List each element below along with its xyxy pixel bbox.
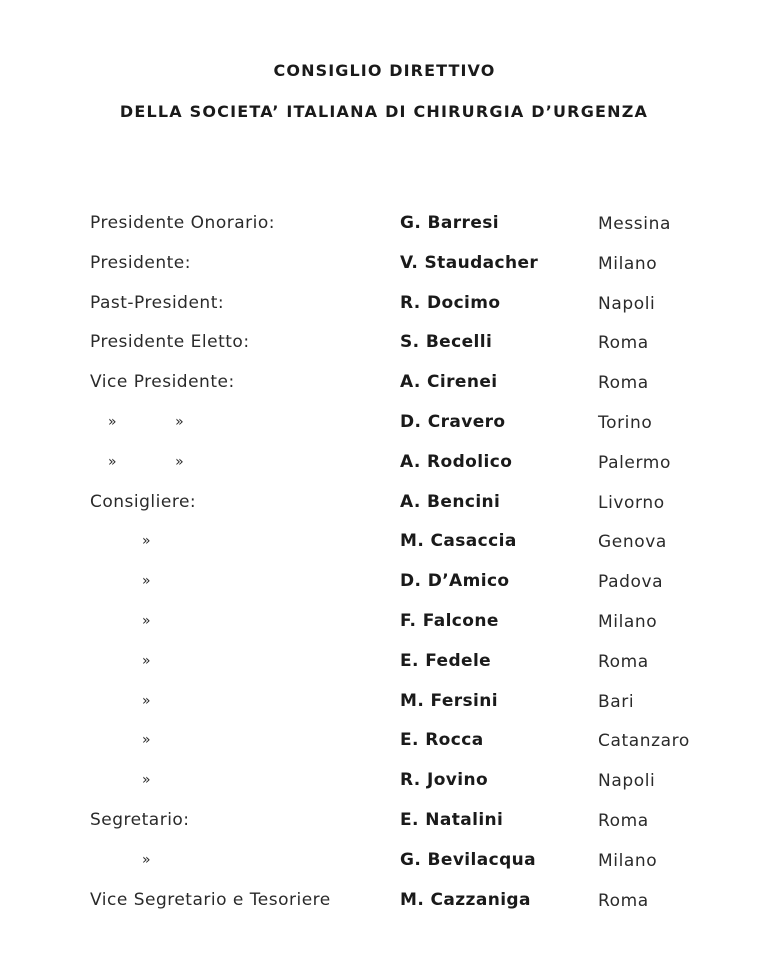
- member-city: Torino: [598, 412, 653, 433]
- member-city: Roma: [598, 333, 649, 354]
- member-role: Presidente Eletto:: [90, 332, 250, 353]
- member-row: [0, 246, 769, 286]
- member-name: M. Cazzaniga: [400, 889, 531, 910]
- ditto-marks: [108, 454, 184, 470]
- member-row: [0, 286, 769, 326]
- member-city: Roma: [598, 373, 649, 394]
- member-name: R. Docimo: [400, 292, 501, 313]
- member-name: G. Barresi: [400, 213, 500, 233]
- ditto-mark: »: [175, 413, 185, 430]
- ditto-mark: »: [142, 692, 152, 709]
- member-role: Presidente Onorario:: [90, 213, 275, 233]
- member-role: Consigliere:: [90, 491, 197, 512]
- member-name: F. Falcone: [400, 610, 499, 631]
- ditto-mark: »: [142, 772, 152, 789]
- member-name: D. D’Amico: [400, 571, 510, 592]
- member-city: Roma: [598, 810, 649, 831]
- member-role: Presidente:: [90, 252, 191, 273]
- member-city: Napoli: [598, 771, 656, 792]
- ditto-mark: »: [142, 851, 152, 868]
- member-name: D. Cravero: [400, 411, 506, 432]
- member-name: E. Natalini: [400, 809, 504, 830]
- member-name: A. Bencini: [400, 491, 501, 512]
- member-city: Milano: [598, 611, 658, 632]
- member-city: Palermo: [598, 452, 671, 473]
- member-row: [0, 803, 769, 843]
- member-city: Padova: [598, 572, 664, 593]
- member-row: [0, 445, 769, 485]
- document-subtitle: DELLA SOCIETA’ ITALIANA DI CHIRURGIA D’URGENZA: [119, 102, 649, 121]
- member-name: A. Rodolico: [400, 451, 513, 472]
- ditto-mark: »: [142, 573, 152, 590]
- member-city: Roma: [598, 651, 649, 672]
- member-name: V. Staudacher: [400, 252, 539, 273]
- member-city: Bari: [598, 691, 635, 712]
- member-city: Milano: [598, 850, 658, 871]
- member-row: [0, 325, 769, 365]
- member-row: [0, 405, 769, 445]
- member-row: [0, 763, 769, 803]
- member-city: Messina: [598, 214, 671, 234]
- member-row: [0, 485, 769, 525]
- member-name: M. Casaccia: [400, 531, 517, 552]
- member-row: [0, 365, 769, 405]
- member-name: E. Rocca: [400, 730, 484, 751]
- ditto-marks: [108, 414, 184, 430]
- member-row: [0, 684, 769, 724]
- member-city: Milano: [598, 253, 658, 274]
- member-city: Catanzaro: [598, 731, 690, 752]
- member-role: Segretario:: [90, 809, 190, 830]
- ditto-mark: »: [142, 732, 152, 749]
- member-role: Vice Segretario e Tesoriere: [90, 889, 331, 910]
- member-name: A. Cirenei: [400, 372, 498, 393]
- member-row: [0, 843, 769, 883]
- members-list: [0, 206, 769, 922]
- ditto-mark: »: [142, 612, 152, 629]
- member-city: Napoli: [598, 293, 656, 314]
- document-title: CONSIGLIO DIRETTIVO: [273, 61, 496, 80]
- ditto-mark: »: [175, 453, 185, 470]
- member-role: Past-President:: [90, 292, 225, 313]
- member-name: S. Becelli: [400, 332, 493, 353]
- member-name: M. Fersini: [400, 690, 499, 711]
- member-role: Vice Presidente:: [90, 372, 235, 393]
- member-row: [0, 883, 769, 923]
- member-city: Livorno: [598, 492, 665, 513]
- member-row: [0, 564, 769, 604]
- ditto-mark: »: [142, 652, 152, 669]
- ditto-mark: »: [108, 413, 118, 430]
- member-name: G. Bevilacqua: [400, 849, 537, 870]
- member-city: Genova: [598, 532, 667, 553]
- ditto-mark: »: [142, 533, 152, 550]
- member-row: [0, 644, 769, 684]
- member-row: [0, 206, 769, 246]
- member-city: Roma: [598, 890, 649, 911]
- ditto-mark: »: [108, 453, 118, 470]
- member-name: R. Jovino: [400, 770, 489, 791]
- member-row: [0, 604, 769, 644]
- member-name: E. Fedele: [400, 650, 492, 671]
- member-row: [0, 723, 769, 763]
- member-row: [0, 524, 769, 564]
